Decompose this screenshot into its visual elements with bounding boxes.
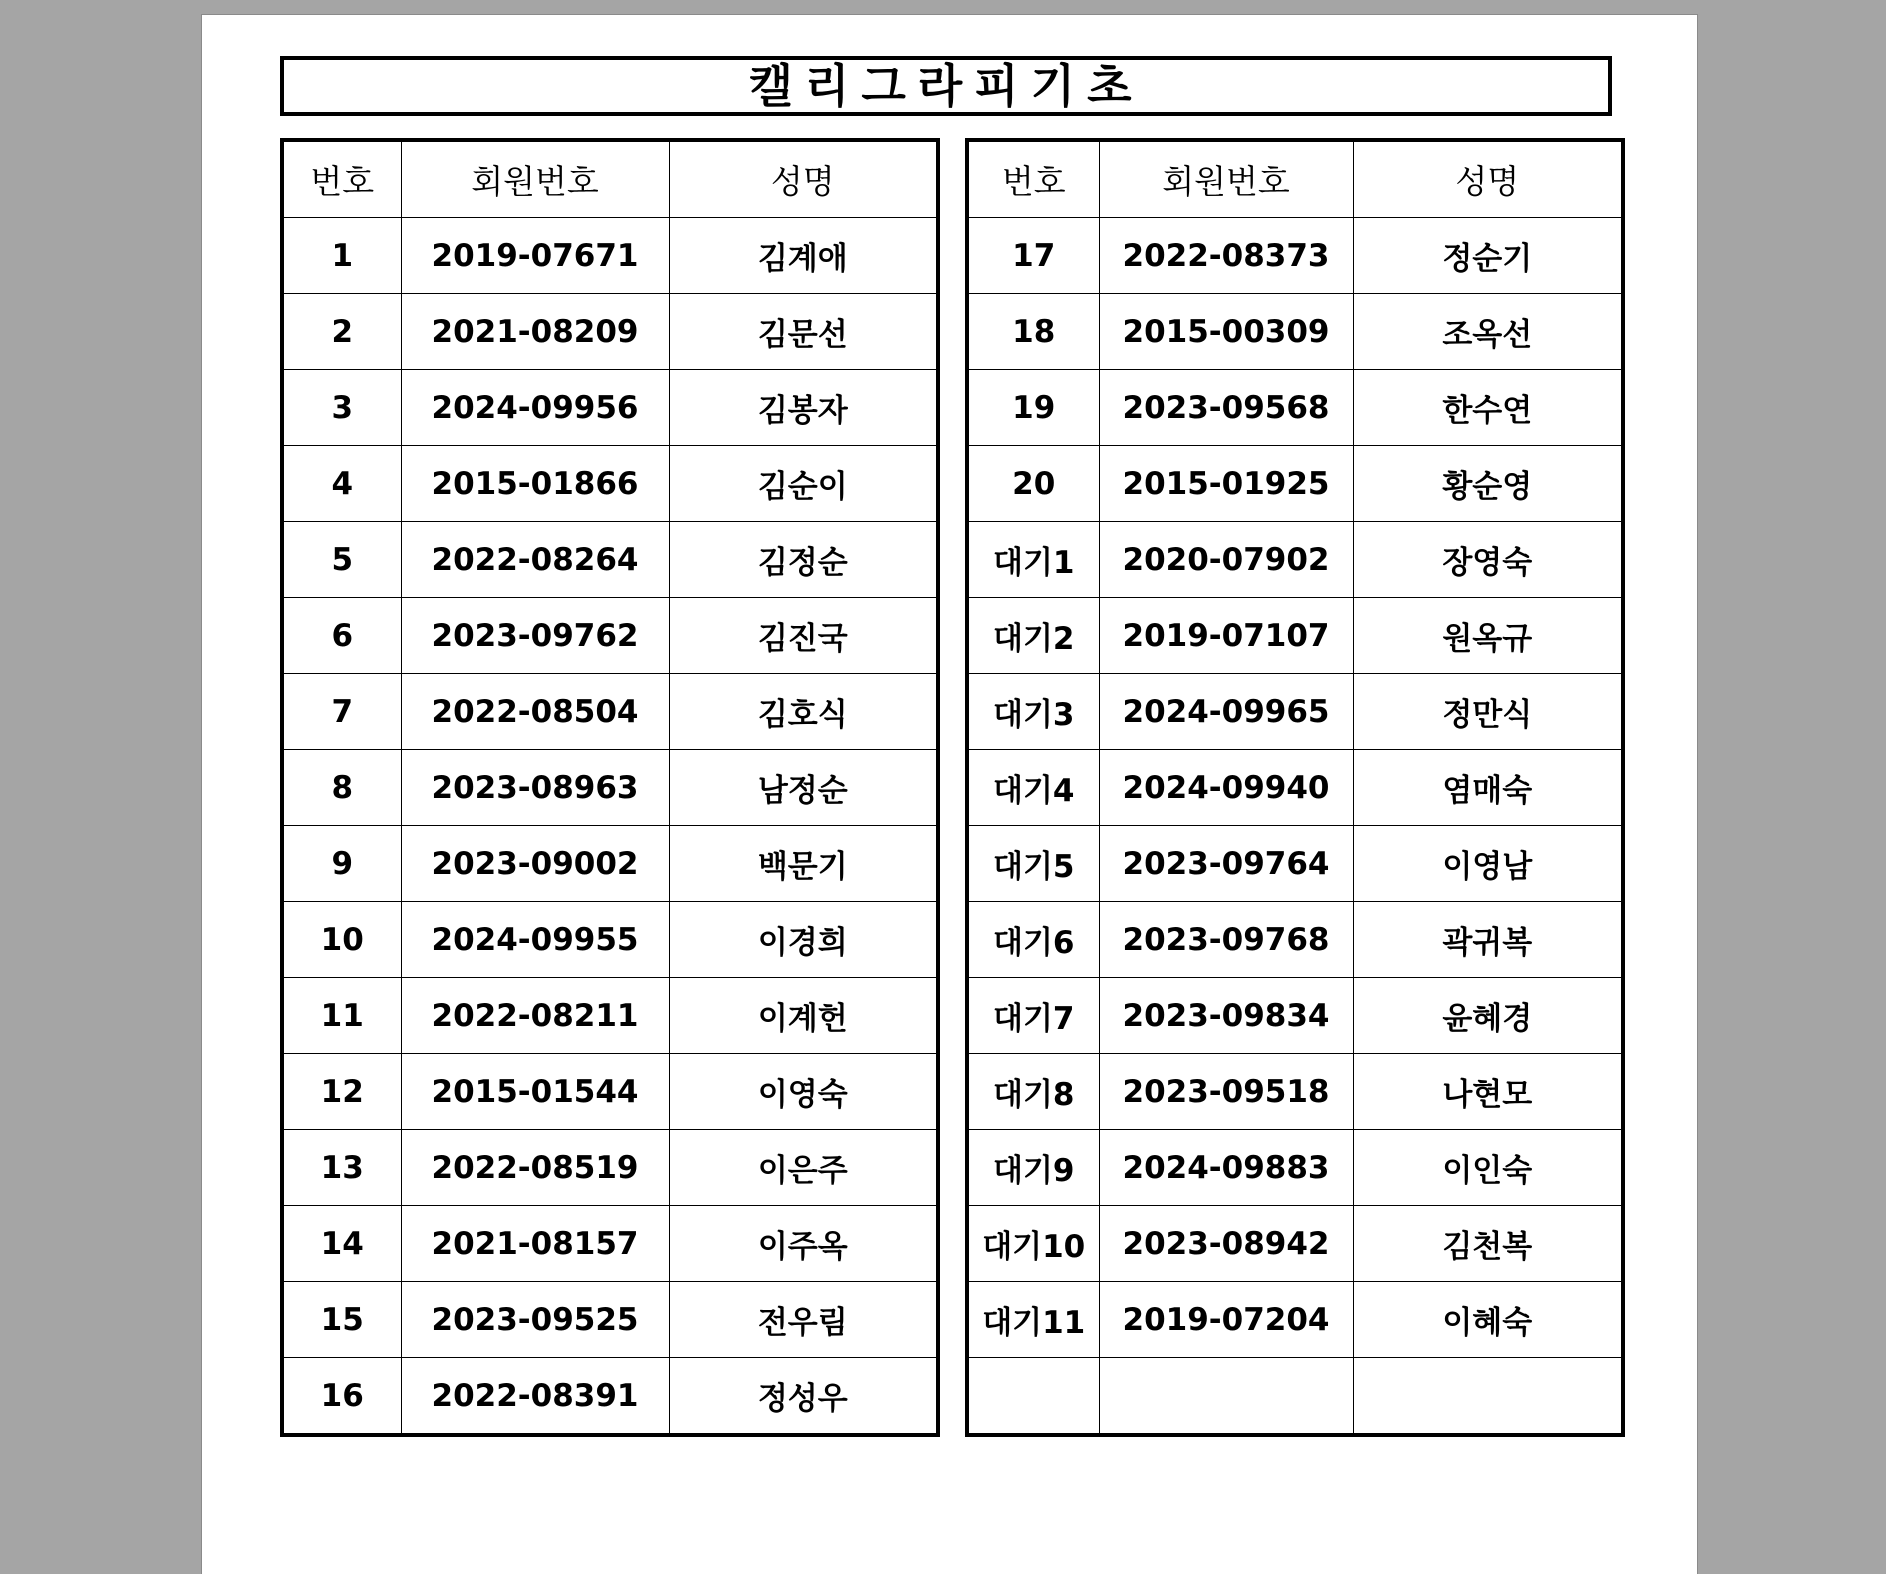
member-id-cell: 2021-08209 [401,294,669,370]
table-row [282,1130,938,1206]
table-row [282,978,938,1054]
row-number-cell: 17 [967,218,1099,294]
member-id-cell: 2015-01925 [1099,446,1353,522]
row-number-cell: 3 [282,370,401,446]
table-row [282,1054,938,1130]
table-row [967,1130,1623,1206]
member-id-cell: 2023-09518 [1099,1054,1353,1130]
table-row [282,1206,938,1282]
row-number-cell: 대기6 [967,902,1099,978]
member-name-cell [1353,1358,1623,1436]
row-number-cell: 대기7 [967,978,1099,1054]
row-number-cell: 13 [282,1130,401,1206]
table-row [967,1054,1623,1130]
row-number-cell: 8 [282,750,401,826]
member-name-cell: 윤혜경 [1353,978,1623,1054]
table-row [967,218,1623,294]
table-row [282,370,938,446]
table-row [967,446,1623,522]
member-name-cell: 백문기 [669,826,938,902]
member-id-cell [1099,1358,1353,1436]
table-row [282,902,938,978]
member-id-cell: 2022-08211 [401,978,669,1054]
row-number-cell: 대기8 [967,1054,1099,1130]
document-page [201,14,1698,1574]
member-name-cell: 남정순 [669,750,938,826]
row-number-cell: 6 [282,598,401,674]
member-id-cell: 2023-09768 [1099,902,1353,978]
row-number-cell: 14 [282,1206,401,1282]
row-number-cell: 대기1 [967,522,1099,598]
table-row [282,522,938,598]
row-number-cell: 대기2 [967,598,1099,674]
member-name-cell: 이주옥 [669,1206,938,1282]
row-number-cell: 대기10 [967,1206,1099,1282]
member-id-cell: 2020-07902 [1099,522,1353,598]
member-name-cell: 김천복 [1353,1206,1623,1282]
table-row [967,826,1623,902]
table-row [967,370,1623,446]
row-number-cell: 대기3 [967,674,1099,750]
member-name-cell: 정순기 [1353,218,1623,294]
member-name-cell: 한수연 [1353,370,1623,446]
table-row [282,826,938,902]
table-row [282,1282,938,1358]
header-row [282,140,938,218]
row-number-cell: 4 [282,446,401,522]
member-id-cell: 2022-08264 [401,522,669,598]
member-id-cell: 2023-08963 [401,750,669,826]
table-row [282,598,938,674]
table-row [282,750,938,826]
member-id-cell: 2024-09965 [1099,674,1353,750]
member-id-cell: 2024-09940 [1099,750,1353,826]
member-name-cell: 김진국 [669,598,938,674]
row-number-cell: 9 [282,826,401,902]
row-number-cell: 대기4 [967,750,1099,826]
member-id-cell: 2024-09883 [1099,1130,1353,1206]
member-name-cell: 김호식 [669,674,938,750]
row-number-cell: 16 [282,1358,401,1436]
table-row [282,294,938,370]
table-row [282,218,938,294]
member-name-cell: 김봉자 [669,370,938,446]
table-row [967,750,1623,826]
row-number-cell: 20 [967,446,1099,522]
row-number-cell: 1 [282,218,401,294]
member-name-cell: 김정순 [669,522,938,598]
row-number-cell: 12 [282,1054,401,1130]
member-name-cell: 이영남 [1353,826,1623,902]
header-member-id: 회원번호 [401,140,669,218]
row-number-cell: 19 [967,370,1099,446]
row-number-cell: 11 [282,978,401,1054]
row-number-cell: 15 [282,1282,401,1358]
member-id-cell: 2023-09764 [1099,826,1353,902]
member-name-cell: 이영숙 [669,1054,938,1130]
member-id-cell: 2023-09762 [401,598,669,674]
member-name-cell: 나현모 [1353,1054,1623,1130]
member-name-cell: 장영숙 [1353,522,1623,598]
table-row [282,674,938,750]
member-name-cell: 정성우 [669,1358,938,1436]
member-id-cell: 2023-08942 [1099,1206,1353,1282]
row-number-cell: 대기9 [967,1130,1099,1206]
header-member-id: 회원번호 [1099,140,1353,218]
member-id-cell: 2023-09834 [1099,978,1353,1054]
row-number-cell [967,1358,1099,1436]
table-row [967,1358,1623,1436]
header-name: 성명 [1353,140,1623,218]
member-id-cell: 2015-01544 [401,1054,669,1130]
header-num: 번호 [967,140,1099,218]
table-row [967,978,1623,1054]
row-number-cell: 5 [282,522,401,598]
header-row [967,140,1623,218]
roster-table-right [965,138,1625,1437]
table-row [967,1206,1623,1282]
page-title: 캘리그라피기초 [748,59,1144,113]
member-name-cell: 곽귀복 [1353,902,1623,978]
member-id-cell: 2023-09568 [1099,370,1353,446]
table-row [967,294,1623,370]
table-row [967,1282,1623,1358]
member-id-cell: 2015-01866 [401,446,669,522]
member-id-cell: 2015-00309 [1099,294,1353,370]
member-name-cell: 김순이 [669,446,938,522]
member-id-cell: 2022-08519 [401,1130,669,1206]
member-name-cell: 염매숙 [1353,750,1623,826]
member-name-cell: 조옥선 [1353,294,1623,370]
header-num: 번호 [282,140,401,218]
row-number-cell: 2 [282,294,401,370]
member-id-cell: 2021-08157 [401,1206,669,1282]
row-number-cell: 18 [967,294,1099,370]
member-id-cell: 2022-08373 [1099,218,1353,294]
member-name-cell: 전우림 [669,1282,938,1358]
member-name-cell: 김계애 [669,218,938,294]
title-box [280,56,1612,116]
table-row [967,674,1623,750]
table-row [967,598,1623,674]
member-id-cell: 2024-09956 [401,370,669,446]
member-name-cell: 원옥규 [1353,598,1623,674]
member-id-cell: 2019-07107 [1099,598,1353,674]
member-id-cell: 2023-09002 [401,826,669,902]
table-row [967,902,1623,978]
member-id-cell: 2019-07204 [1099,1282,1353,1358]
row-number-cell: 대기11 [967,1282,1099,1358]
member-id-cell: 2022-08391 [401,1358,669,1436]
member-id-cell: 2024-09955 [401,902,669,978]
member-name-cell: 황순영 [1353,446,1623,522]
member-id-cell: 2023-09525 [401,1282,669,1358]
table-row [282,1358,938,1436]
member-name-cell: 정만식 [1353,674,1623,750]
table-row [967,522,1623,598]
roster-table-left [280,138,940,1437]
member-id-cell: 2022-08504 [401,674,669,750]
member-name-cell: 이은주 [669,1130,938,1206]
row-number-cell: 대기5 [967,826,1099,902]
row-number-cell: 7 [282,674,401,750]
member-name-cell: 이계헌 [669,978,938,1054]
member-name-cell: 이경희 [669,902,938,978]
member-name-cell: 이혜숙 [1353,1282,1623,1358]
header-name: 성명 [669,140,938,218]
member-id-cell: 2019-07671 [401,218,669,294]
member-name-cell: 김문선 [669,294,938,370]
table-row [282,446,938,522]
row-number-cell: 10 [282,902,401,978]
member-name-cell: 이인숙 [1353,1130,1623,1206]
